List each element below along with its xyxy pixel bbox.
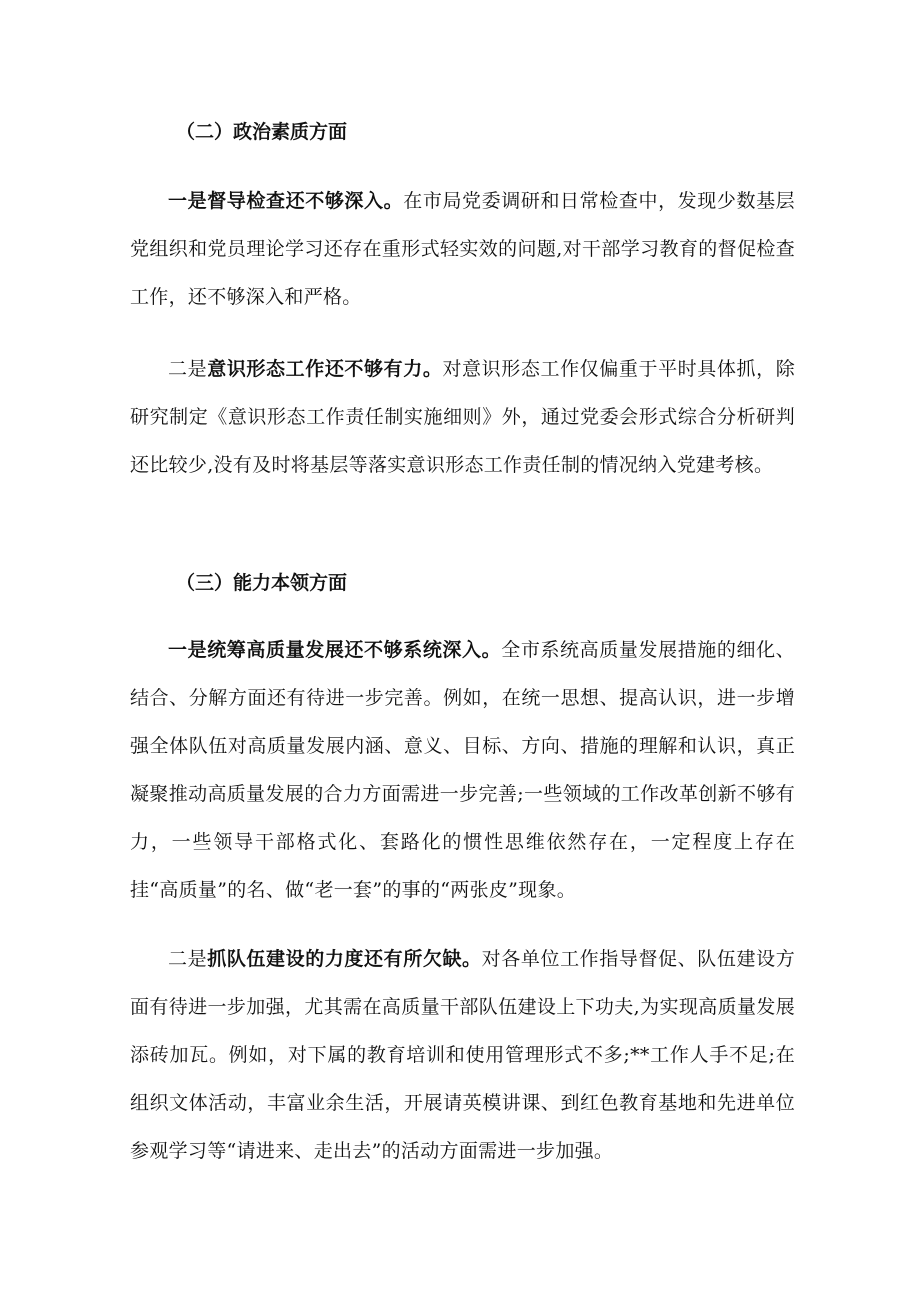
paragraph-lead: 一是督导检查还不够深入。 <box>168 190 404 212</box>
paragraph-lead-prefix: 二是 <box>168 358 208 380</box>
section-heading-ability: （三）能力本领方面 <box>176 572 348 594</box>
paragraph-lead: 抓队伍建设的力度还有所欠缺。 <box>207 948 482 970</box>
section-heading-political: （二）政治素质方面 <box>176 121 348 143</box>
paragraph-lead-prefix: 二是 <box>168 948 208 970</box>
paragraph-body: 对意识形态工作仅偏重于平时具体抓，除研究制定《意识形态工作责任制实施细则》外，通过党委会形式综合分析研判还比较少,没有及时将基层等落实意识形态工作责任制的情况纳入党建考核。 <box>130 358 795 476</box>
paragraph-development <box>130 626 795 914</box>
paragraph-lead: 意识形态工作还不够有力。 <box>207 358 443 380</box>
paragraph-body: 在市局党委调研和日常检查中，发现少数基层党组织和党员理论学习还存在重形式轻实效的问题,对干部学习教育的督促检查工作，还不够深入和严格。 <box>130 190 795 308</box>
paragraph-lead: 一是统筹高质量发展还不够系统深入。 <box>168 639 502 661</box>
paragraph-team-building <box>130 935 795 1175</box>
paragraph-body: 全市系统高质量发展措施的细化、结合、分解方面还有待进一步完善。例如，在统一思想、提高认识，进一步增强全体队伍对高质量发展内涵、意义、目标、方向、措施的理解和认识，真正凝聚推动高质量发展的合力方面需进一步完善;一些领域的工作改革创新不够有力，一些领导干部格式化、套路化的惯性思维依然存在，一定程度上存在挂“高质量”的名、做“老一套”的事的“两张皮”现象。 <box>130 639 795 901</box>
paragraph-body: 对各单位工作指导督促、队伍建设方面有待进一步加强，尤其需在高质量干部队伍建设上下功夫,为实现高质量发展添砖加瓦。例如，对下属的教育培训和使用管理形式不多;**工作人手不足;在组织文体活动，丰富业余生活，开展请英模讲课、到红色教育基地和先进单位参观学习等“请进来、走出去”的活动方面需进一步加强。 <box>130 948 795 1162</box>
paragraph-ideology <box>130 345 795 489</box>
paragraph-supervision <box>130 177 795 321</box>
